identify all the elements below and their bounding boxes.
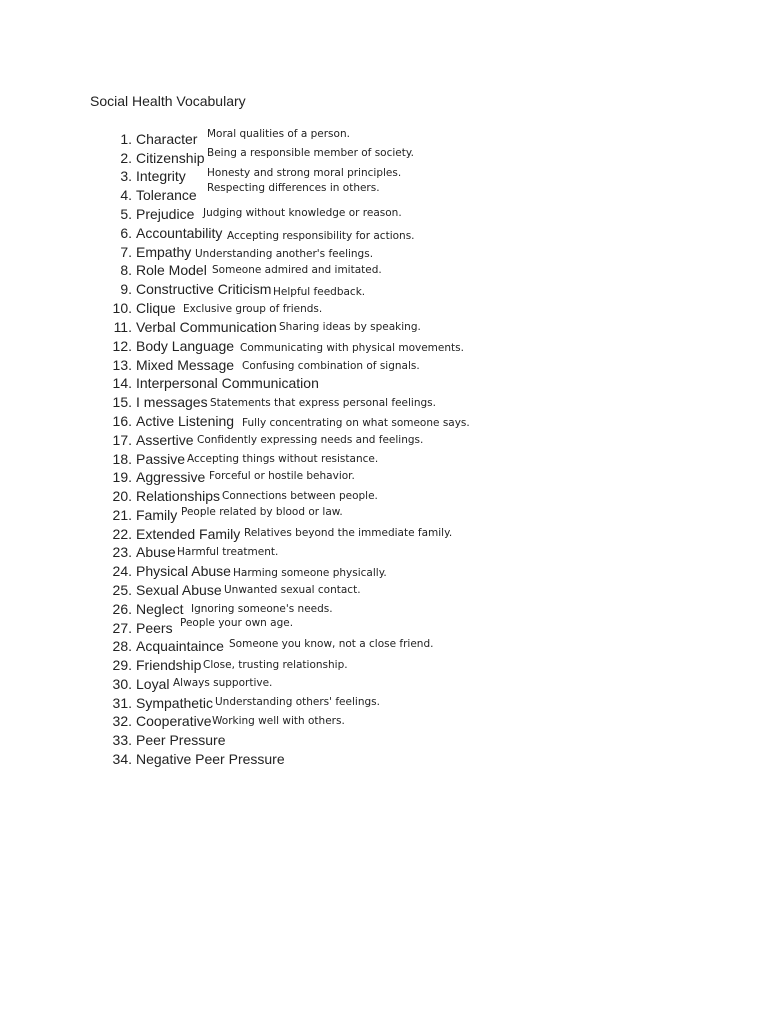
item-term: Empathy: [136, 244, 192, 260]
item-number: 16.: [112, 413, 132, 429]
item-term: Peers: [136, 620, 173, 636]
item-term: Passive: [136, 451, 186, 467]
item-number: 33.: [112, 732, 132, 748]
item-definition: Understanding another's feelings.: [195, 248, 374, 260]
list-item: [0, 431, 768, 449]
item-definition: Being a responsible member of society.: [207, 147, 414, 159]
list-item: [0, 487, 768, 505]
item-definition: Sharing ideas by speaking.: [279, 321, 421, 333]
list-item: [0, 468, 768, 486]
item-number: 1.: [120, 131, 132, 147]
list-item: [0, 731, 768, 749]
item-definition: Confidently expressing needs and feelings.: [197, 434, 424, 446]
item-term: Peer Pressure: [136, 732, 226, 748]
item-number: 25.: [112, 582, 132, 598]
list-item: [0, 750, 768, 768]
item-term: Cooperative: [136, 713, 212, 729]
list-item: [0, 600, 768, 618]
item-definition: Harming someone physically.: [233, 567, 387, 579]
item-definition: Harmful treatment.: [177, 546, 279, 558]
item-term: Aggressive: [136, 469, 206, 485]
item-definition: Statements that express personal feelings.: [210, 397, 436, 409]
list-item: [0, 581, 768, 599]
item-number: 5.: [120, 206, 132, 222]
item-definition: Fully concentrating on what someone says.: [242, 417, 470, 429]
item-number: 19.: [112, 469, 132, 485]
item-term: Family: [136, 507, 178, 523]
item-term: Constructive Criticism: [136, 281, 272, 297]
item-number: 15.: [112, 394, 132, 410]
item-definition: Confusing combination of signals.: [242, 360, 420, 372]
item-definition: Accepting responsibility for actions.: [227, 230, 415, 242]
list-item: [0, 299, 768, 317]
item-definition: Accepting things without resistance.: [187, 453, 379, 465]
item-term: Sexual Abuse: [136, 582, 222, 598]
item-term: Neglect: [136, 601, 184, 617]
item-definition: Respecting differences in others.: [207, 182, 380, 194]
item-number: 27.: [112, 620, 132, 636]
item-term: Tolerance: [136, 187, 197, 203]
item-number: 10.: [112, 300, 132, 316]
item-number: 21.: [112, 507, 132, 523]
item-term: Active Listening: [136, 413, 235, 429]
item-number: 12.: [112, 338, 132, 354]
item-definition: Someone you know, not a close friend.: [229, 638, 434, 650]
item-number: 18.: [112, 451, 132, 467]
item-term: Integrity: [136, 168, 186, 184]
item-definition: Relatives beyond the immediate family.: [244, 527, 453, 539]
item-number: 13.: [112, 357, 132, 373]
item-number: 17.: [112, 432, 132, 448]
list-item: [0, 562, 768, 580]
item-term: Mixed Message: [136, 357, 235, 373]
item-definition: Ignoring someone's needs.: [191, 603, 333, 615]
item-term: Relationships: [136, 488, 221, 504]
list-item: [0, 637, 768, 655]
item-number: 6.: [120, 225, 132, 241]
item-number: 11.: [113, 319, 132, 335]
item-number: 14.: [112, 375, 132, 391]
item-definition: Helpful feedback.: [273, 286, 366, 298]
item-term: Prejudice: [136, 206, 195, 222]
item-number: 24.: [112, 563, 132, 579]
item-definition: Connections between people.: [222, 490, 378, 502]
item-definition: People related by blood or law.: [181, 506, 343, 518]
item-number: 2.: [120, 150, 132, 166]
item-number: 26.: [112, 601, 132, 617]
list-item: [0, 543, 768, 561]
list-item: [0, 374, 768, 392]
list-item: [0, 149, 768, 167]
item-term: Character: [136, 131, 198, 147]
item-definition: Understanding others' feelings.: [215, 696, 380, 708]
item-definition: Always supportive.: [173, 677, 273, 689]
item-term: Loyal: [136, 676, 170, 692]
item-definition: Moral qualities of a person.: [207, 128, 350, 140]
item-definition: Working well with others.: [212, 715, 345, 727]
item-number: 20.: [112, 488, 132, 504]
item-number: 23.: [112, 544, 132, 560]
item-term: Role Model: [136, 262, 207, 278]
list-item: [0, 506, 768, 524]
item-number: 22.: [112, 526, 132, 542]
item-term: Friendship: [136, 657, 202, 673]
item-term: Accountability: [136, 225, 223, 241]
item-number: 30.: [112, 676, 132, 692]
item-number: 8.: [120, 262, 132, 278]
item-definition: Unwanted sexual contact.: [224, 584, 361, 596]
item-definition: Exclusive group of friends.: [183, 303, 323, 315]
item-definition: Close, trusting relationship.: [203, 659, 348, 671]
item-definition: Communicating with physical movements.: [240, 342, 464, 354]
item-number: 7.: [120, 244, 132, 260]
list-item: [0, 525, 768, 543]
item-definition: Judging without knowledge or reason.: [203, 207, 402, 219]
item-number: 34.: [112, 751, 132, 767]
item-definition: Forceful or hostile behavior.: [209, 470, 355, 482]
item-term: Acquaintaince: [136, 638, 224, 654]
list-item: [0, 318, 768, 336]
list-item: [0, 656, 768, 674]
item-number: 29.: [112, 657, 132, 673]
list-item: [0, 224, 768, 242]
item-number: 28.: [112, 638, 132, 654]
list-item: [0, 412, 768, 430]
item-definition: People your own age.: [180, 617, 294, 629]
item-term: Extended Family: [136, 526, 241, 542]
list-item: [0, 167, 768, 185]
list-item: [0, 280, 768, 298]
list-item: [0, 619, 768, 637]
document-title: Social Health Vocabulary: [90, 93, 246, 109]
list-item: [0, 450, 768, 468]
item-term: Verbal Communication: [136, 319, 277, 335]
item-term: Interpersonal Communication: [136, 375, 319, 391]
list-item: [0, 712, 768, 730]
item-term: Sympathetic: [136, 695, 214, 711]
item-number: 3.: [120, 168, 132, 184]
item-term: Citizenship: [136, 150, 205, 166]
item-term: Clique: [136, 300, 176, 316]
item-definition: Honesty and strong moral principles.: [207, 167, 402, 179]
list-item: [0, 337, 768, 355]
item-term: Assertive: [136, 432, 194, 448]
list-item: [0, 694, 768, 712]
item-definition: Someone admired and imitated.: [212, 264, 382, 276]
item-number: 9.: [120, 281, 132, 297]
item-term: Body Language: [136, 338, 235, 354]
item-term: Negative Peer Pressure: [136, 751, 285, 767]
list-item: [0, 261, 768, 279]
item-number: 4.: [120, 187, 132, 203]
item-term: Physical Abuse: [136, 563, 231, 579]
list-item: [0, 205, 768, 223]
item-number: 31.: [112, 695, 132, 711]
item-number: 32.: [112, 713, 132, 729]
list-item: [0, 182, 768, 204]
item-term: I messages: [136, 394, 208, 410]
list-item: [0, 393, 768, 411]
list-item: [0, 243, 768, 261]
list-item: [0, 356, 768, 374]
item-term: Abuse: [136, 544, 176, 560]
list-item: [0, 675, 768, 693]
